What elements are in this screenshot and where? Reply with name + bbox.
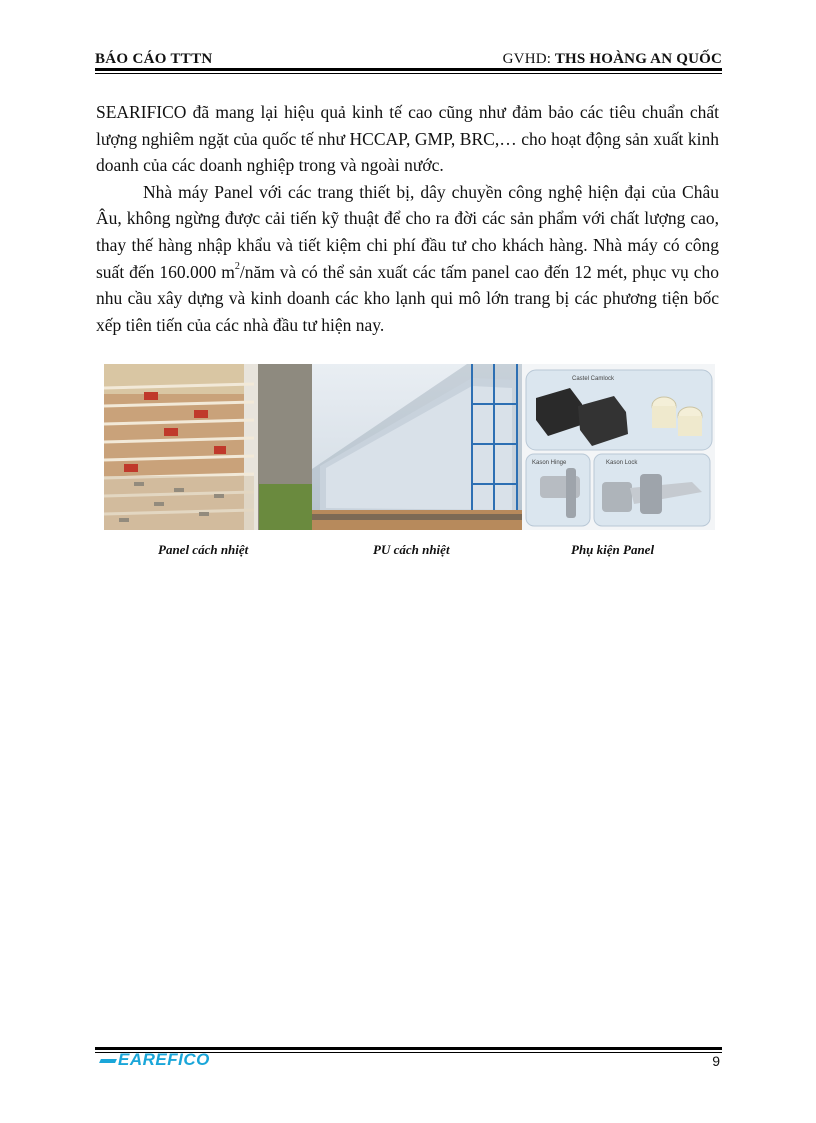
body-text <box>96 99 719 338</box>
advisor-name: THS HOÀNG AN QUỐC <box>554 51 722 67</box>
paragraph-2-part-a: Nhà máy Panel với các trang thiết bị, dây chuyền công nghệ hiện đại của Châu Âu, không ngừng được cải tiến kỹ thuật để cho ra đời các sản phẩm với chất lượng cao, thay thế hàng nhập khẩu và tiết kiệm chi phí đầu tư cho khách hàng. Nhà máy có công suất đến 160.000 m <box>96 181 719 282</box>
advisor-prefix: GVHD: <box>502 51 552 67</box>
searefico-logo <box>100 1050 210 1070</box>
superscript-2: 2 <box>234 260 240 272</box>
caption-accessories: Phụ kiện Panel <box>571 542 655 557</box>
page-number: 9 <box>712 1053 720 1069</box>
hinge-label: Kason Hinge <box>532 460 567 466</box>
logo-swoosh-icon <box>99 1059 117 1063</box>
header-rule-thin <box>95 73 722 74</box>
camlock-label: Castel Camlock <box>572 376 615 382</box>
lock-label: Kason Lock <box>606 460 638 466</box>
caption-pu: PU cách nhiệt <box>373 542 450 557</box>
header-rule-thick <box>95 68 722 71</box>
photo-strip <box>104 364 715 530</box>
caption-panel: Panel cách nhiệt <box>158 542 249 557</box>
report-title: BÁO CÁO TTTN <box>95 51 213 67</box>
accessories-photo <box>522 364 715 530</box>
paragraph-1: SEARIFICO đã mang lại hiệu quả kinh tế cao cũng như đảm bảo các tiêu chuẩn chất lượng nghiêm ngặt của quốc tế như HCCAP, GMP, BRC,… cho hoạt động sản xuất kinh doanh của các doanh nghiệp trong và ngoài nước. <box>96 102 719 176</box>
advisor <box>503 51 722 68</box>
panel-stack-photo <box>104 364 312 530</box>
paragraph-2 <box>96 179 719 339</box>
logo-text: EAREFICO <box>118 1050 210 1069</box>
paragraph-2-part-b: /năm và có thể sản xuất các tấm panel cao đến 12 mét, phục vụ cho nhu cầu xây dựng và kinh doanh các kho lạnh qui mô lớn trang bị các phương tiện bốc xếp tiên tiến của các nhà đầu tư hiện nay. <box>96 261 719 335</box>
pu-wall-photo <box>312 364 522 530</box>
